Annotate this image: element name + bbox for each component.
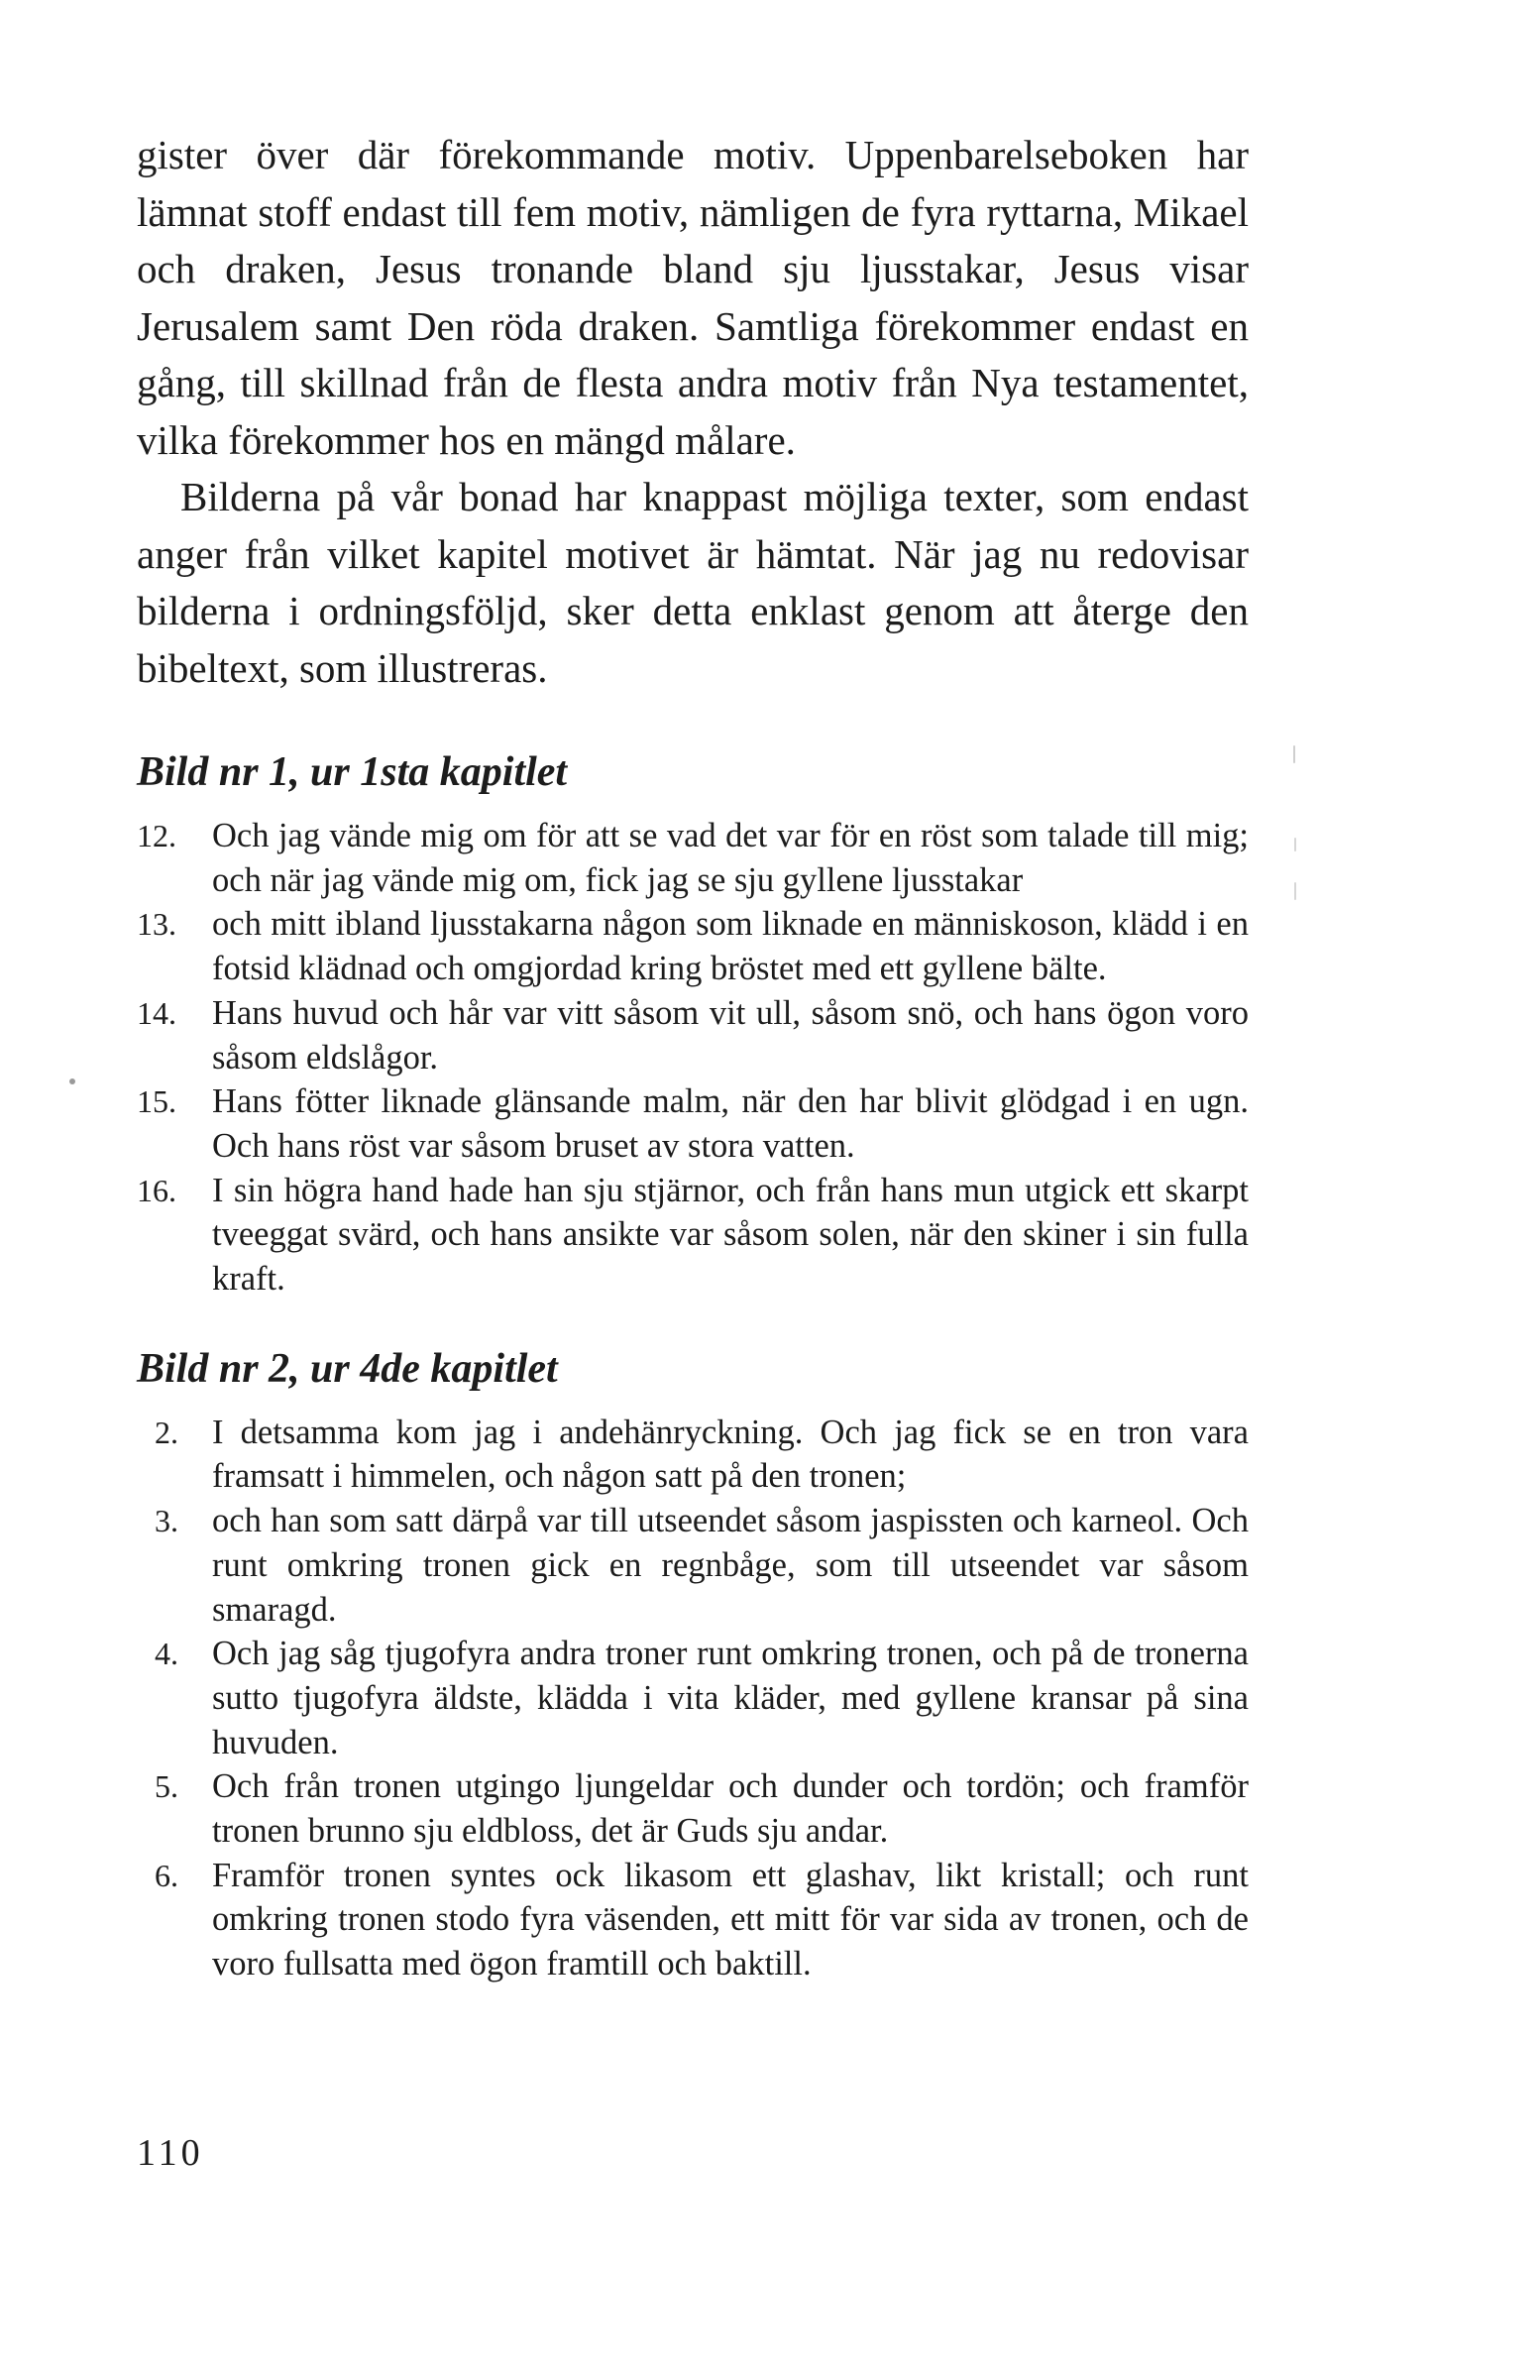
verse-item <box>137 1169 1249 1302</box>
verse-number: 3. <box>155 1503 178 1539</box>
verse-number: 5. <box>155 1768 178 1805</box>
verse-number: 14. <box>137 994 176 1031</box>
verse-number: 2. <box>155 1414 178 1450</box>
verse-item <box>137 902 1249 990</box>
verse-number: 15. <box>137 1083 176 1120</box>
scan-speck <box>1294 882 1296 900</box>
verse-text: Framför tronen syntes ock likasom ett glashav, likt kristall; och runt omkring tronen stodo fyra väsenden, ett mitt för var sida av tronen, och de voro fullsatta med ögon framtill och baktill. <box>212 1856 1249 1983</box>
verse-text: Hans huvud och hår var vitt såsom vit ull, såsom snö, och hans ögon voro såsom eldslågor. <box>212 993 1249 1077</box>
verse-text: Hans fötter liknade glänsande malm, när den har blivit glödgad i en ugn. Och hans röst var såsom bruset av stora vatten. <box>212 1082 1249 1165</box>
verse-item <box>137 1764 1249 1853</box>
verse-number: 12. <box>137 818 176 853</box>
verse-item <box>137 991 1249 1079</box>
verse-text: och han som satt därpå var till utseendet såsom jaspissten och karneol. Och runt omkring tronen gick en regnbåge, som till utseendet var såsom smaragd. <box>212 1502 1249 1629</box>
paragraph-bilderna: Bilderna på vår bonad har knappast möjliga texter, som endast anger från vilket kapitel motivet är hämtat. När jag nu redovisar bilderna i ordningsföljd, sker detta enklast genom att återge den bibeltext, som illustreras. <box>137 474 1249 691</box>
scan-speck <box>1293 745 1295 763</box>
verse-text: I detsamma kom jag i andehänryckning. Och jag fick se en tron vara framsatt i himmelen, och någon satt på den tronen; <box>212 1413 1249 1496</box>
verse-number: 4. <box>155 1636 178 1672</box>
scan-speck <box>69 1078 75 1084</box>
verse-text: och mitt ibland ljusstakarna någon som liknade en människoson, klädd i en fotsid klädnad och omgjordad kring bröstet med ett gyllene bälte. <box>212 905 1249 988</box>
verse-text: I sin högra hand hade han sju stjärnor, och från hans mun utgick ett skarpt tveeggat svärd, och hans ansikte var såsom solen, när den skiner i sin fulla kraft. <box>212 1171 1249 1299</box>
verse-item <box>137 1854 1249 1986</box>
text-column <box>137 127 1249 1986</box>
section-heading-bild-1: Bild nr 1, ur 1sta kapitlet <box>137 749 568 795</box>
section-heading-bild-2: Bild nr 2, ur 4de kapitlet <box>137 1345 558 1392</box>
verse-list-bild-2 <box>137 1411 1249 1986</box>
page-number: 110 <box>137 2132 204 2174</box>
verse-number: 13. <box>137 906 176 943</box>
verse-text: Och jag såg tjugofyra andra troner runt omkring tronen, och på de tronerna sutto tjugofyra äldste, klädda i vita kläder, med gyllene kransar på sina huvuden. <box>212 1635 1249 1761</box>
verse-number: 6. <box>155 1857 178 1893</box>
verse-item <box>137 1411 1249 1499</box>
verse-number: 16. <box>137 1172 176 1208</box>
verse-item <box>137 1079 1249 1168</box>
verse-item <box>137 814 1249 902</box>
verse-text: Och jag vände mig om för att se vad det var för en röst som talade till mig; och när jag vände mig om, fick jag se sju gyllene ljusstakar <box>212 817 1249 899</box>
verse-item <box>137 1632 1249 1764</box>
verse-item <box>137 1499 1249 1632</box>
paragraph-continued: gister över där förekommande motiv. Uppenbarelseboken har lämnat stoff endast till fem motiv, nämligen de fyra ryttarna, Mikael och draken, Jesus tronande bland sju ljusstakar, Jesus visar Jerusalem samt Den röda draken. Samtliga förekommer endast en gång, till skillnad från de flesta andra motiv från Nya testamentet, vilka förekommer hos en mängd målare. <box>137 132 1249 463</box>
verse-text: Och från tronen utgingo ljungeldar och dunder och tordön; och framför tronen brunno sju eldbloss, det är Guds sju andar. <box>212 1767 1249 1851</box>
scan-speck <box>1294 838 1296 851</box>
verse-list-bild-1 <box>137 814 1249 1302</box>
